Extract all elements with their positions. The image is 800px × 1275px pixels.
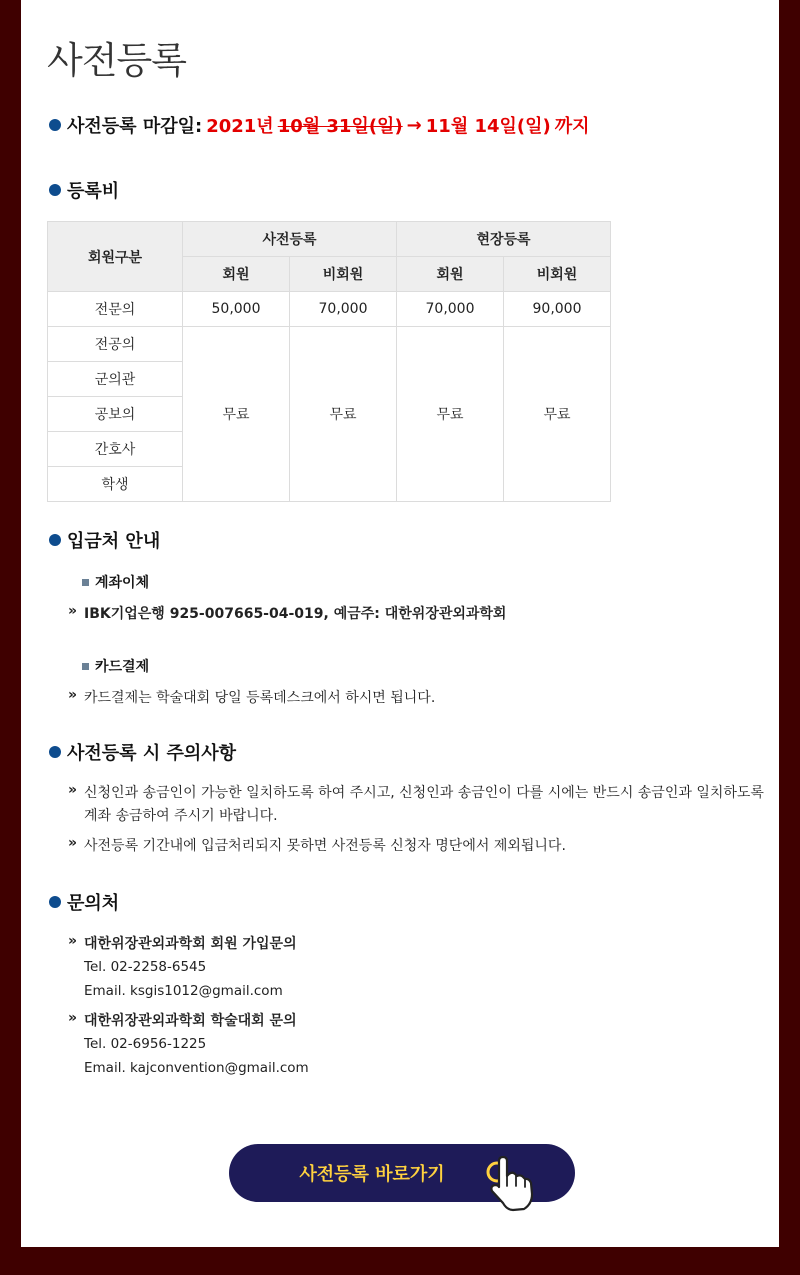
content-panel [21,0,779,1247]
table-row [48,327,611,362]
row-type: 전문의 [48,292,183,327]
raquo-icon: » [68,782,78,798]
group-pre-registration: 사전등록 [183,222,397,257]
bullet-dot-icon [49,746,61,758]
deadline-new-date: 11월 14일(일) [425,116,551,137]
square-bullet-icon [82,579,89,586]
deadline-label: 사전등록 마감일: [67,116,203,137]
fee-free: 무료 [183,327,290,502]
fee-value: 90,000 [504,292,611,327]
col-onsite-nonmember: 비회원 [504,257,611,292]
bullet-dot-icon [49,184,61,196]
raquo-icon: » [68,687,78,703]
contact-tel: Tel. 02-6956-1225 [84,1036,207,1052]
fee-free: 무료 [397,327,504,502]
group-onsite-registration: 현장등록 [397,222,611,257]
contact-email: Email. kajconvention@gmail.com [84,1060,309,1076]
row-type: 학생 [48,467,183,502]
col-member-type: 회원구분 [48,222,183,292]
raquo-icon: » [68,835,78,851]
card-label: 카드결제 [82,656,149,676]
transfer-label: 계좌이체 [82,572,149,592]
deadline-suffix: 까지 [554,116,590,137]
fee-value: 70,000 [397,292,504,327]
contact-tel: Tel. 02-2258-6545 [84,959,207,975]
raquo-icon: » [68,933,78,949]
deposit-heading: 입금처 안내 [49,527,160,553]
col-pre-member: 회원 [183,257,290,292]
fee-free: 무료 [290,327,397,502]
square-bullet-icon [82,663,89,670]
pre-registration-button[interactable] [229,1144,575,1202]
bullet-dot-icon [49,896,61,908]
deadline-old-date: 10월 31일(일) [277,116,403,137]
contact-email: Email. ksgis1012@gmail.com [84,983,283,999]
raquo-icon: » [68,1010,78,1026]
deadline-line [49,112,590,138]
page-title: 사전등록 [47,39,186,82]
notice-item: » 사전등록 기간내에 입금처리되지 못하면 사전등록 신청자 명단에서 제외됩니다. [68,835,779,858]
deadline-arrow: → [406,114,422,136]
contact-heading: 문의처 [49,889,119,915]
notice-item: » 신청인과 송금인이 가능한 일치하도록 하여 주시고, 신청인과 송금인이 다를 시에는 반드시 송금인과 일치하도록 계좌 송금하여 주시기 바랍니다. [68,782,779,828]
bullet-dot-icon [49,119,61,131]
fee-free: 무료 [504,327,611,502]
fee-heading: 등록비 [49,177,119,203]
col-onsite-member: 회원 [397,257,504,292]
notice-heading: 사전등록 시 주의사항 [49,739,236,765]
row-type: 전공의 [48,327,183,362]
hand-pointer-icon [483,1156,541,1217]
transfer-info: » IBK기업은행 925-007665-04-019, 예금주: 대한위장관외과학회 [68,603,507,622]
fee-value: 70,000 [290,292,397,327]
contact-item-title: » 대한위장관외과학회 회원 가입문의 [68,933,297,952]
fee-value: 50,000 [183,292,290,327]
card-info: » 카드결제는 학술대회 당일 등록데스크에서 하시면 됩니다. [68,687,436,706]
fee-table [47,221,611,502]
col-pre-nonmember: 비회원 [290,257,397,292]
deadline-year: 2021년 [206,116,274,137]
bullet-dot-icon [49,534,61,546]
row-type: 간호사 [48,432,183,467]
row-type: 공보의 [48,397,183,432]
raquo-icon: » [68,603,78,619]
pre-registration-button-label: 사전등록 바로가기 [299,1164,445,1185]
row-type: 군의관 [48,362,183,397]
table-row [48,292,611,327]
contact-item-title: » 대한위장관외과학회 학술대회 문의 [68,1010,297,1029]
